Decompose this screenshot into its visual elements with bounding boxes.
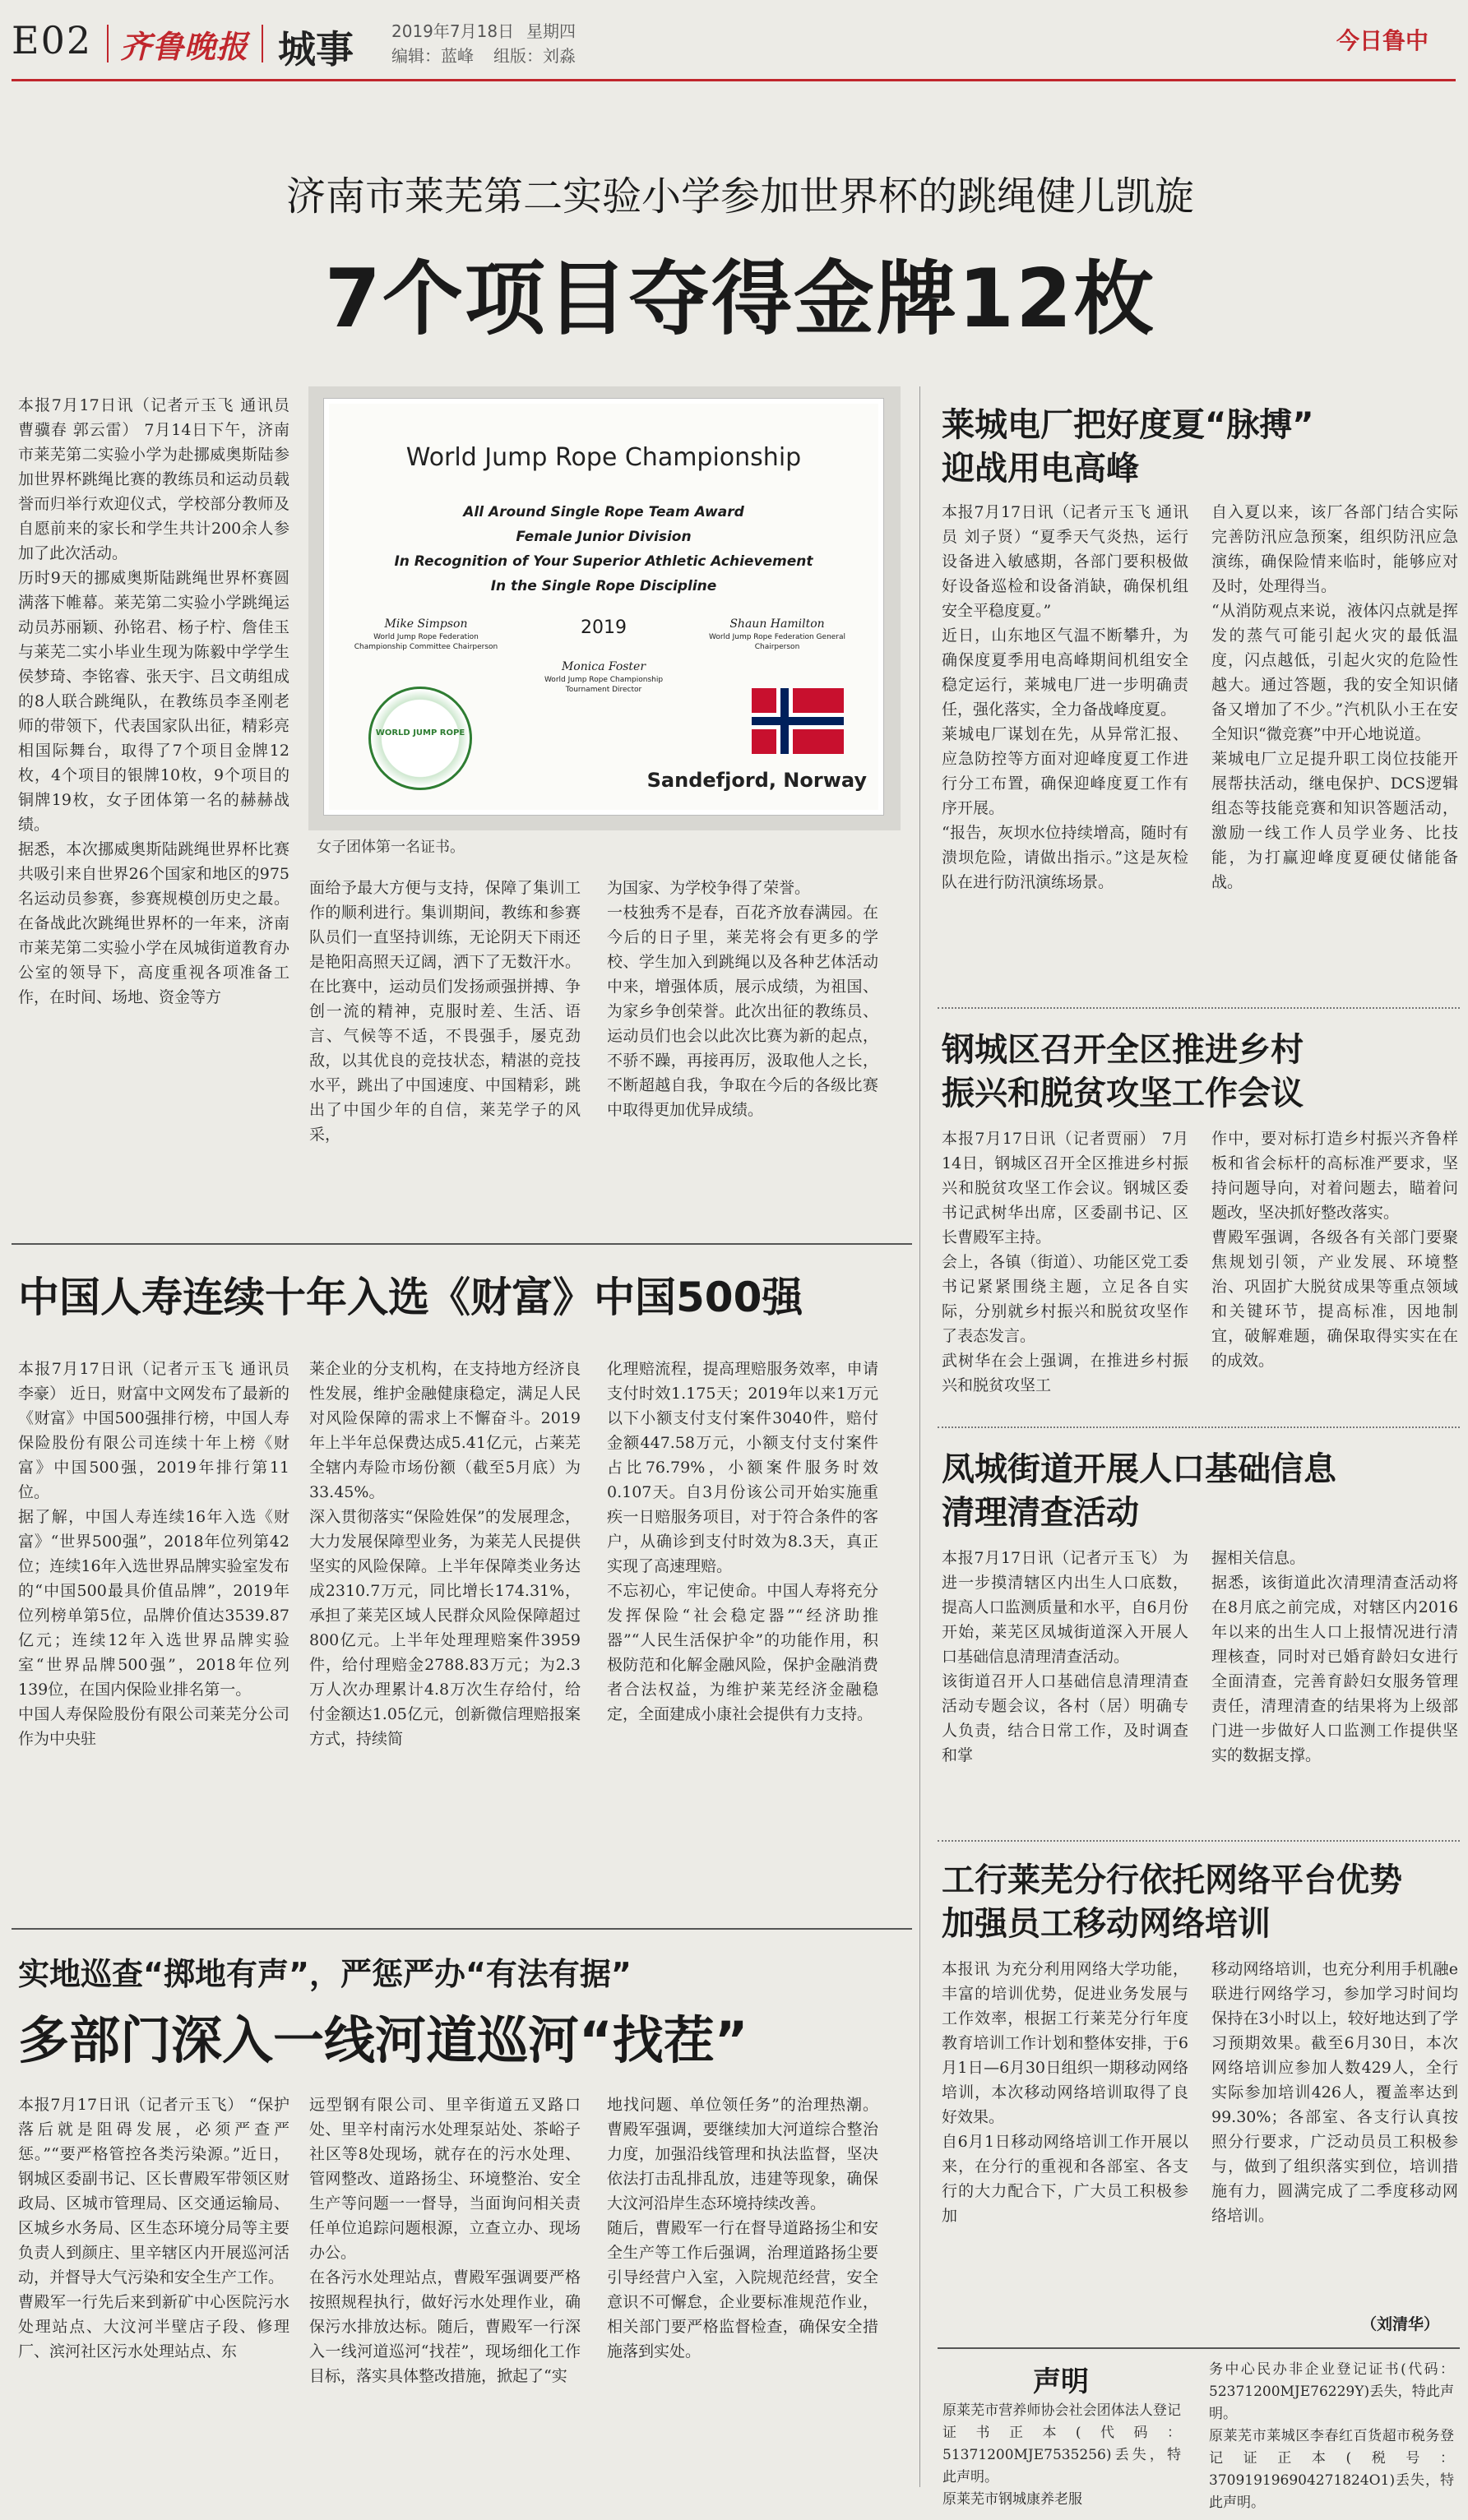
masthead-rule — [12, 79, 1456, 81]
lead-kicker: 济南市莱芜第二实验小学参加世界杯的跳绳健儿凯旋 — [285, 173, 1194, 220]
river-column-3: 地找问题、单位领任务”的治理热潮。曹殿军强调，要继续加大河道综合整治力度，加强沿线管理和执法监督，坚决依法打击乱排乱放，违建等现象，确保大汶河沿岸生态环境持续改善。 随后，曹殿军一行在督导道路扬尘和安全生产等工作后强调，治理道路扬尘要引导经营户入室，入院规范经营，安全意识不可懈怠，企业要标准规范作业，相关部门要严格监督检查，确保安全措施落到实处。 — [607, 2096, 878, 2360]
rural-column-1: 本报7月17日讯（记者贾丽） 7月14日，钢城区召开全区推进乡村振兴和脱贫攻坚工作会议。钢城区委书记武树华出席，区委副书记、区长曹殿军主持。 会上，各镇（街道）、功能区党工委书记紧紧围绕主题，立足各自实际，分别就乡村振兴和脱贫攻坚作了表态发言。 武树华在会上强调，在推进乡村振兴和脱贫攻坚工 — [942, 1130, 1188, 1394]
power-headline-line-2: 迎战用电高峰 — [942, 450, 1139, 488]
masthead-layout: 组版：刘淼 — [493, 46, 576, 66]
masthead-editor: 编辑：蓝峰 — [391, 46, 474, 66]
separator-census — [938, 1840, 1460, 1842]
masthead-divider-2 — [262, 25, 263, 62]
census-column-1: 本报7月17日讯（记者亓玉飞） 为进一步摸清辖区内出生人口底数，提高人口监测质量和水平，自6月份开始，莱芜区凤城街道深入开展人口基础信息清理清查活动。 该街道召开人口基础信息清理清查活动专题会议，各村（居）明确专人负责，结合日常工作，及时调查和掌 — [942, 1549, 1188, 1764]
norway-flag — [752, 688, 844, 754]
norway-flag-graphic — [752, 688, 844, 754]
certificate-year: 2019 — [581, 617, 627, 638]
river-headline: 多部门深入一线河道巡河“找茬” — [18, 2010, 748, 2070]
certificate-recognition: In Recognition of Your Superior Athletic Achievement — [394, 553, 813, 570]
separator-rural — [938, 1426, 1460, 1428]
masthead-divider-1 — [107, 25, 109, 62]
river-kicker: 实地巡查“掷地有声”，严惩严办“有法有据” — [18, 1956, 632, 1992]
masthead-weekday: 星期四 — [526, 21, 576, 41]
insurance-column-3: 化理赔流程，提高理赔服务效率，申请支付时效1.175天；2019年以来1万元以下小额支付支付案件3040件，赔付金额447.58万元，小额支付支付案件占比76.79%，小额案件服务时效0.107天。自3月份该公司开始实施重疾一日赔服务项目，对于符合条件的客户，从确诊到支付时效为8.3天，真正实现了高速理赔。 不忘初心，牢记使命。中国人寿将充分发挥保险“社会稳定器”“经济助推器”“人民生活保护伞”的功能作用，积极防范和化解金融风险，保护金融消费者合法权益，为维护莱芜经济金融稳定，全面建成小康社会提供有力支持。 — [607, 1360, 878, 1723]
power-column-1: 本报7月17日讯（记者亓玉飞 通讯员 刘子贤）“夏季天气炎热，运行设备进入敏感期，各部门要积极做好设备巡检和设备消缺，确保机组安全平稳度夏。” 近日，山东地区气温不断攀升，为确保度夏季用电高峰期间机组安全稳定运行，莱城电厂进一步明确责任，强化落实，全力备战峰度夏。 莱城电厂谋划在先，从异常汇报、应急防控等方面对迎峰度夏工作进行分工布置，确保迎峰度夏工作有序开展。 “报告，灰坝水位持续增高，随时有溃坝危险，请做出指示。”这是灰检队在进行防汛演练场景。 — [942, 503, 1188, 891]
signature-3 — [526, 662, 682, 695]
separator-power — [938, 1007, 1460, 1009]
signature-1 — [352, 619, 500, 652]
river-column-2: 远型钢有限公司、里辛街道五叉路口处、里辛村南污水处理泵站处、茶峪子社区等8处现场，就存在的污水处理、管网整改、道路扬尘、环境整治、安全生产等问题一一督导，当面询问相关责任单位追踪问题根源，立查立办、现场办公。 在各污水处理站点，曹殿军强调要严格按照规程执行，做好污水处理作业，确保污水排放达标。随后，曹殿军一行深入一线河道巡河“找茬”，现场细化工作目标，落实具体整改措施，掀起了“实 — [309, 2096, 581, 2385]
power-column-2: 自入夏以来，该厂各部门结合实际完善防汛应急预案，组织防汛应急演练，确保险情来临时，能够应对及时，处理得当。 “从消防观点来说，液体闪点就是挥发的蒸气可能引起火灾的最低温度，闪点越低，引起火灾的危险性越大。通过答题，我的安全知识储备又增加了不少。”汽机队小王在安全知识“微竞赛”中开心地说道。 莱城电厂立足提升职工岗位技能开展帮扶活动，继电保护、DCS逻辑组态等技能竞赛和知识答题活动，激励一线工作人员学业务、比技能，为打赢迎峰度夏硬仗储能备战。 — [1211, 503, 1458, 891]
notice-column-1: 原莱芜市营养师协会社会团体法人登记证书正本(代码：51371200MJE7535256)丢失，特此声明。 原莱芜市钢城康养老服 — [942, 2402, 1181, 2508]
insurance-column-2: 莱企业的分支机构，在支持地方经济良性发展，维护金融健康稳定，满足人民对风险保障的需求上不懈奋斗。2019年上半年总保费达成5.41亿元，占莱芜全辖内寿险市场份额（截至5月底）为33.45%。 深入贯彻落实“保险姓保”的发展理念，大力发展保障型业务，为莱芜人民提供坚实的风险保障。上半年保障类业务达成2310.7万元，同比增长174.31%，承担了莱芜区域人民群众风险保障超过800亿元。上半年处理理赔案件3959件，给付理赔金2788.83万元；为2.3万人次办理累计4.8万次生存给付，给付金额达1.05亿元，创新微信理赔报案方式，持续简 — [309, 1360, 581, 1748]
signature-3-script: Monica Foster — [561, 660, 646, 673]
census-headline-line-1: 凤城街道开展人口基础信息 — [942, 1450, 1336, 1488]
rural-headline-line-2: 振兴和脱贫攻坚工作会议 — [942, 1075, 1304, 1112]
lead-column-2: 面给予最大方便与支持，保障了集训工作的顺利进行。集训期间，教练和参赛队员们一直坚持训练，无论阴天下雨还是艳阳高照天辽阔，洒下了无数汗水。在比赛中，运动员们发扬顽强拼搏、争创一流的精神，克服时差、生活、语言、气候等不适，不畏强手，屡克劲敌，以其优良的竞技状态，精湛的竞技水平，跳出了中国速度、中国精彩，跳出了中国少年的自信，莱芜学子的风采， — [309, 879, 581, 1144]
census-headline-line-2: 清理清查活动 — [942, 1494, 1139, 1532]
insurance-headline: 中国人寿连续十年入选《财富》中国500强 — [18, 1274, 803, 1321]
signature-3-role: World Jump Rope Championship Tournament Director — [544, 676, 664, 694]
jump-rope-logo-text: WORLD JUMP ROPE — [375, 728, 465, 738]
certificate-award: All Around Single Rope Team Award — [463, 504, 744, 520]
rural-headline-line-1: 钢城区召开全区推进乡村 — [942, 1031, 1304, 1069]
lead-column-1: 本报7月17日讯（记者亓玉飞 通讯员 曹骥春 郭云雷） 7月14日下午，济南市莱芜第二实验小学为赴挪威奥斯陆参加世界杯跳绳比赛的教练员和运动员载誉而归举行欢迎仪式，学校部分教师及自愿前来的家长和学生共计200余人参加了此次活动。 历时9天的挪威奥斯陆跳绳世界杯赛圆满落下帷幕。莱芜第二实验小学跳绳运动员苏丽颖、孙铭君、杨子柠、詹佳玉与莱芜二实小毕业生现为陈毅中学学生侯梦琦、李铭睿、张天宇、吕文萌组成的8人联合跳绳队，在教练员李圣刚老师的带领下，代表国家队出征，精彩亮相国际舞台，取得了7个项目金牌12枚，4个项目的银牌10枚，9个项目的铜牌19枚，女子团体第一名的赫赫战绩。 据悉，本次挪威奥斯陆跳绳世界杯比赛共吸引来自世界26个国家和地区的975名运动员参赛，参赛规模创历史之最。在备战此次跳绳世界杯的一年来，济南市莱芜第二实验小学在凤城街道教育办公室的领导下，高度重视各项准备工作，在时间、场地、资金等方 — [18, 396, 289, 1006]
edition-tag: 今日鲁中 — [1336, 27, 1429, 54]
lead-headline: 7个项目夺得金牌12枚 — [324, 252, 1156, 346]
power-headline-line-1: 莱城电厂把好度夏“脉搏” — [942, 406, 1314, 444]
masthead-date: 2019年7月18日 — [391, 21, 515, 41]
jump-rope-logo — [368, 687, 472, 790]
notice-column-2: 务中心民办非企业登记证书(代码：52371200MJE76229Y)丢失，特此声明。 原莱芜市莱城区李春红百货超市税务登记证正本(税号：370919196904271824O1)丢失，特此声明。 — [1209, 2361, 1454, 2511]
notice-box — [938, 2347, 1460, 2513]
census-column-2: 握相关信息。 据悉，该街道此次清理清查活动将在8月底之前完成，对辖区内2016年以来的出生人口上报情况进行清理核查，同时对已婚育龄妇女进行全面清查，完善育龄妇女服务管理责任，清理清查的结果将为上级部门进一步做好人口监测工作提供坚实的数据支撑。 — [1211, 1549, 1458, 1764]
certificate-title: World Jump Rope Championship — [405, 443, 802, 472]
rural-column-2: 作中，要对标打造乡村振兴齐鲁样板和省会标杆的高标准严要求，坚持问题导向，对着问题去，瞄着问题改，坚决抓好整改落实。 曹殿军强调，各级各有关部门要聚焦规划引领，产业发展、环境整治、巩固扩大脱贫成果等重点领域和关键环节，提高标准，因地制宜，破解难题，确保取得实实在在的成效。 — [1211, 1130, 1458, 1370]
notice-title: 声明 — [1033, 2365, 1089, 2398]
icbc-headline-line-1: 工行莱芜分行依托网络平台优势 — [942, 1861, 1402, 1899]
paper-logo: 齐鲁晚报 — [120, 28, 249, 65]
separator-insurance — [12, 1928, 912, 1930]
section-name: 城事 — [278, 27, 354, 72]
icbc-column-2: 移动网络培训，也充分利用手机融e联进行网络学习，参加学习时间均保持在3小时以上，较好地达到了学习预期效果。截至6月30日，本次网络培训应参加人数429人，全行实际参加培训426人，覆盖率达到99.30%；各部室、各支行认真按照分行要求，广泛动员员工积极参与，做到了组织落实到位，培训措施有力，圆满完成了二季度移动网络培训。 — [1211, 1960, 1458, 2225]
signature-2-script: Shaun Hamilton — [729, 617, 825, 631]
certificate-location: Sandefjord, Norway — [646, 769, 867, 792]
signature-2 — [699, 619, 855, 652]
signature-2-role: World Jump Rope Federation General Chairperson — [708, 633, 846, 651]
signature-1-script: Mike Simpson — [384, 617, 468, 631]
page-code: E02 — [12, 18, 93, 62]
river-column-1: 本报7月17日讯（记者亓玉飞） “保护落后就是阻碍发展，必须严查严惩。”“要严格管控各类污染源。”近日，钢城区委副书记、区长曹殿军带领区财政局、区城市管理局、区交通运输局、区城乡水务局、区生态环境分局等主要负责人到颜庄、里辛辖区内开展巡河活动，并督导大气污染和安全生产工作。 曹殿军一行先后来到新矿中心医院污水处理站点、大汶河半壁店子段、修理厂、滨河社区污水处理站点、东 — [18, 2096, 289, 2360]
certificate-discipline: In the Single Rope Discipline — [490, 578, 717, 594]
masthead — [0, 0, 1468, 78]
photo-caption: 女子团体第一名证书。 — [317, 839, 465, 856]
icbc-byline: （刘清华） — [1361, 2315, 1440, 2333]
vertical-divider — [919, 386, 920, 2487]
lead-column-3: 为国家、为学校争得了荣誉。 一枝独秀不是春，百花齐放春满园。在今后的日子里，莱芜将会有更多的学校、学生加入到跳绳以及各种艺体活动中来，增强体质，展示成绩，为祖国、为家乡争创荣誉。此次出征的教练员、运动员们也会以此次比赛为新的起点，不骄不躁，再接再厉，汲取他人之长，不断超越自我，争取在今后的各级比赛中取得更加优异成绩。 — [607, 879, 878, 1119]
certificate-division: Female Junior Division — [516, 529, 692, 545]
signature-1-role: World Jump Rope Federation Championship Committee Chairperson — [354, 633, 498, 651]
separator-lead — [12, 1243, 912, 1245]
certificate — [323, 398, 884, 816]
insurance-column-1: 本报7月17日讯（记者亓玉飞 通讯员 李豪） 近日，财富中文网发布了最新的《财富》中国500强排行榜，中国人寿保险股份有限公司连续十年上榜《财富》中国500强，2019年排行第11位。 据了解，中国人寿连续16年入选《财富》“世界500强”，2018年位列第42位；连续16年入选世界品牌实验室发布的“中国500最具价值品牌”，2019年位列榜单第5位，品牌价值达3539.87亿元；连续12年入选世界品牌实验室“世界品牌500强”，2018年位列139位，在国内保险业排名第一。 中国人寿保险股份有限公司莱芜分公司作为中央驻 — [18, 1360, 289, 1748]
icbc-column-1: 本报讯 为充分利用网络大学功能，丰富的培训优势，促进业务发展与工作效率，根据工行莱芜分行年度教育培训工作计划和整体安排，于6月1日—6月30日组织一期移动网络培训，本次移动网络培训取得了良好效果。 自6月1日移动网络培训工作开展以来，在分行的重视和各部室、各支行的大力配合下，广大员工积极参加 — [942, 1960, 1188, 2225]
certificate-photo — [308, 386, 901, 830]
icbc-headline-line-2: 加强员工移动网络培训 — [942, 1905, 1271, 1943]
